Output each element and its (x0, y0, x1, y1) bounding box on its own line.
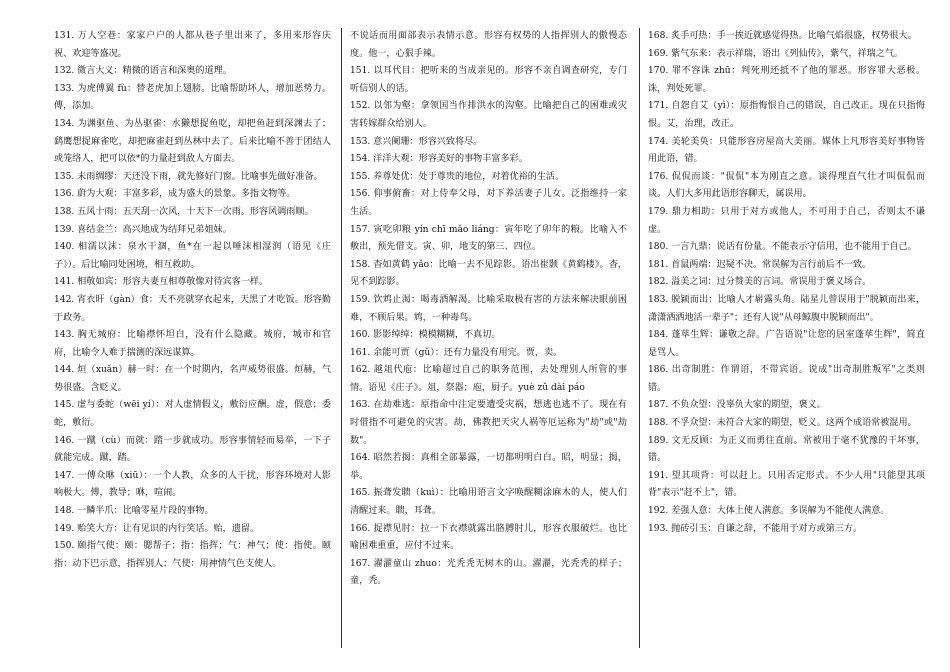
idiom-entry: 145. 虚与委蛇（wēi yí）：对人虚情假义，敷衍应酬。虚，假意；委蛇，敷衍。 (54, 400, 331, 429)
idiom-entry: 131. 万人空巷：家家户户的人都从巷子里出来了，多用来形容庆祝、欢迎等盛况。 (54, 31, 331, 59)
idiom-entry: 135. 未雨绸缪：天还没下雨，就先修好门窗。比喻事先做好准备。 (54, 171, 323, 182)
idiom-entry: 134. 为渊驱鱼、为丛驱雀：水獭想捉鱼吃，却把鱼赶到深渊去了；鹞鹰想捉麻雀吃，却把麻雀赶到丛林中去了。后来比喻不善于团结人或笼络人，把可以依*的力量赶到敌人方面去。 (54, 118, 331, 165)
idiom-entry: 142. 宵衣旰（gàn）食：天不亮就穿衣起来，天黑了才吃饭。形容勤于政务。 (54, 294, 331, 323)
idiom-entry: 132. 微言大义：精微的语言和深奥的道理。 (54, 66, 232, 77)
idiom-entry: 186. 出奇制胜：作谓语，不带宾语。说成"出奇制胜叛军"之类则错。 (648, 365, 925, 393)
idiom-entry: 162. 越俎代庖：比喻超过自己的职务范围，去处理别人所管的事情。语见《庄子》。俎，祭器；庖，厨子。yuè zǔ dài páo (350, 365, 627, 393)
idiom-entry: 158. 杳如黄鹤 yǎo：比喻一去不见踪影。语出崔颢《黄鹤楼》。杳，见不到踪影。 (350, 259, 627, 288)
idiom-entry: 147. 一傅众咻（xiū）：一个人教，众多的人干扰，形容环境对人影响极大。傅，教导；咻，喧闹。 (54, 470, 331, 499)
idiom-entry: 170. 罪不容诛 zhū：判死刑还抵不了他的罪恶。形容罪大恶极。诛，判处死罪。 (648, 66, 925, 94)
idiom-entry: 171. 自怨自艾（yì）：原指悔恨自己的错误，自己改正。现在只指悔恨。艾，治理，改正。 (648, 101, 925, 129)
idiom-entry: 191. 望其项背：可以赶上。只用否定形式。不少人用"只能望其项背"表示"赶不上"，错。 (648, 470, 925, 499)
idiom-entry: 151. 以耳代目：把听来的当成亲见的。形容不亲自调查研究，专门听信别人的话。 (350, 66, 627, 94)
idiom-entry: 141. 相敬如宾：形容夫妻互相尊敬像对待宾客一样。 (54, 277, 269, 288)
idiom-entry: 154. 洋洋大观：形容美好的事物丰富多彩。 (350, 154, 528, 165)
idiom-entry: 138. 五风十雨：五天刮一次风，十天下一次雨。形容风调雨顺。 (54, 206, 314, 217)
idiom-entry: 182. 溢美之词：过分赞美的言词。常误用于褒义场合。 (648, 277, 872, 288)
column-divider-1 (341, 28, 342, 648)
idiom-entry: 166. 捉襟见肘：拉一下衣襟就露出胳膊肘儿，形容衣服破烂。也比喻困难重重，应付不过来。 (350, 523, 627, 552)
idiom-entry: 179. 鼎力相助：只用于对方或他人，不可用于自己，否则太不谦虚。 (648, 206, 925, 235)
idiom-entry: 155. 养尊处优：处于尊贵的地位，对着优裕的生活。 (350, 171, 565, 182)
idiom-entry: 164. 昭然若揭：真相全部暴露，一切都明明白白。昭，明显；揭，举。 (350, 453, 627, 481)
idiom-entry: 168. 炙手可热：手一挨近就感觉得热。比喻气焰很盛，权势很大。 (648, 31, 917, 41)
idiom-entry: 187. 不负众望：没辜负大家的期望，褒义。 (648, 400, 826, 411)
idiom-entry: 163. 在劫难逃：原指命中注定要遭受灾祸，想逃也逃不了。现在有时借指不可避免的灾害。劫，佛教把天灾人祸等厄运称为"劫"或"劫数"。 (350, 400, 627, 446)
idiom-entry: 161. 余能可贾（gǔ）：还有力量没有用完。贾，卖。 (350, 347, 563, 358)
idiom-entry: 192. 差强人意：大体上使人满意。多误解为不能使人满意。 (648, 506, 890, 517)
idiom-entry: 140. 相濡以沫：泉水干涸，鱼*在一起以唾沫相湿润（语见《庄子》）。后比喻同处困境，相互救助。 (54, 242, 331, 270)
idiom-entry: 167. 濯濯童山 zhuo：光秃秃无树木的山。濯濯，光秃秃的样子；童，秃。 (350, 558, 627, 587)
idiom-entry: 184. 蓬荜生辉：谦敬之辞。广告语说"让您的居室蓬荜生辉"，简直是骂人。 (648, 330, 925, 358)
column-1 (54, 28, 331, 573)
idiom-entry: 148. 一鳞半爪：比喻零星片段的事物。 (54, 506, 214, 517)
column-2 (350, 28, 627, 591)
idiom-entry: 165. 振聋发聩（kuì）：比喻用语言文字唤醒糊涂麻木的人，使人们清醒过来。聩，耳聋。 (350, 488, 627, 517)
idiom-entry: 139. 喜结金兰：高兴地成为结拜兄弟姐妹。 (54, 224, 232, 235)
idiom-entry: 156. 仰事俯畜：对上侍奉父母，对下养活妻子儿女。泛指维持一家生活。 (350, 189, 627, 217)
idiom-entry: 153. 意兴阑珊：形容兴致将尽。 (350, 136, 483, 147)
column-3 (648, 28, 925, 538)
idiom-entry: 181. 首鼠两端：迟疑不决。常误解为言行前后不一致。 (648, 259, 872, 270)
idiom-entry: 157. 寅吃卯粮 yín chī mǎo liáng：寅年吃了卯年的粮。比喻入不敷出，预先借支。寅、卯，地支的第三、四位。 (350, 224, 627, 253)
idiom-entry: 160. 影影绰绰：模模糊糊，不真切。 (350, 330, 501, 341)
idiom-entry: 144. 烜（xuǎn）赫一时：在一个时期内，名声威势很盛。烜赫，气势很盛。含贬义。 (54, 365, 331, 393)
idiom-entry: 174. 美轮美奂：只能形容房屋高大美丽。媒体上凡形容美好事物皆用此语，错。 (648, 136, 925, 165)
idiom-entry: 183. 脱颖而出：比喻人才崭露头角。陆星儿曾误用于"脱颖而出来，潇潇洒洒地活一辈子"；还有人说"从母鲸腹中脱颖而出"。 (648, 294, 925, 323)
idiom-entry: 136. 蔚为大观：丰富多彩，成为盛大的景象。多指文物等。 (54, 189, 296, 200)
idiom-entry: 不说话而用面部表示表情示意。形容有权势的人指挥别人的傲慢态度。他一，心狠手辣。 (350, 31, 627, 59)
column-divider-2 (639, 28, 640, 648)
idiom-entry: 180. 一言九鼎：说话有份量。不能表示守信用，也不能用于自己。 (648, 242, 917, 253)
idiom-entry: 169. 紫气东来：表示祥瑞，语出《列仙传》，紫气，祥瑞之气。 (648, 48, 904, 59)
idiom-entry: 159. 饮鸩止渴：喝毒酒解渴。比喻采取极有害的方法来解决眼前困难，不顾后果。鸩，一种毒鸟。 (350, 294, 627, 323)
idiom-entry: 143. 胸无城府：比喻襟怀坦白，没有什么隐藏。城府，城市和官府，比喻令人难于揣测的深远谋算。 (54, 330, 331, 358)
idiom-entry: 152. 以邻为壑：拿领国当作排洪水的沟壑。比喻把自己的困难或灾害转嫁群众给别人。 (350, 101, 627, 129)
idiom-entry: 149. 贻笑大方：让有见识的内行笑话。贻，遗留。 (54, 523, 260, 534)
idiom-entry: 188. 不孚众望：未符合大家的期望，贬义。这两个成语常被混用。 (648, 418, 917, 429)
idiom-entry: 176. 侃侃而谈："侃侃"本为刚直之意。谈得理直气壮才叫侃侃而谈。人们大多用此语形容聊天，属误用。 (648, 171, 925, 200)
idiom-entry: 150. 颐指气使：颐：腮帮子；指：指挥；气：神气；使：指使。颐指：动下巴示意，指挥别人；气使：用神情气色支使人。 (54, 541, 331, 569)
idiom-entry: 133. 为虎傅翼 fù：替老虎加上翅膀。比喻帮助坏人，增加恶势力。傅，添加。 (54, 83, 331, 112)
idiom-entry: 193. 抛砖引玉：自谦之辞，不能用于对方或第三方。 (648, 523, 863, 534)
idiom-entry: 189. 文无反顾：为正义而勇往直前。常被用于毫不犹豫的干坏事，错。 (648, 435, 925, 464)
idiom-entry: 146. 一蹴（cù）而就：踏一步就成功。形容事情轻而易举，一下子就能完成。蹴，踏。 (54, 435, 331, 464)
